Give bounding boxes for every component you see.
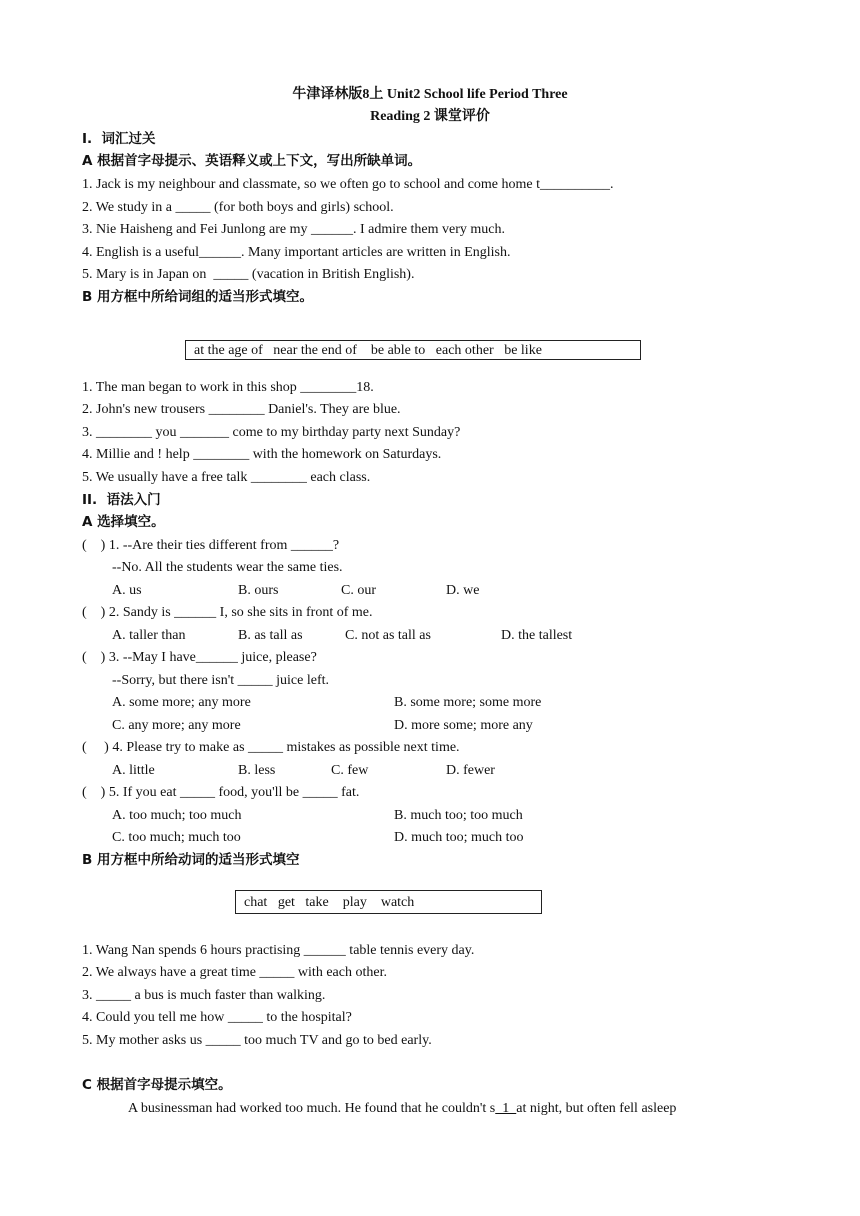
question-line: 4. English is a useful______. Many important articles are written in English.: [82, 245, 511, 260]
verb-box: [235, 890, 542, 914]
option: C. any more; any more: [112, 718, 241, 733]
option: B. less: [238, 763, 276, 778]
question-line: 3. ________ you _______ come to my birthday party next Sunday?: [82, 425, 461, 440]
question-line: 2. We study in a _____ (for both boys and girls) school.: [82, 200, 394, 215]
phrase-box-text: at the age of near the end of be able to each other be like: [194, 343, 542, 358]
phrase-box: [185, 340, 641, 360]
question-line: 3. _____ a bus is much faster than walking.: [82, 988, 326, 1003]
option: C. our: [341, 583, 376, 598]
choice-question-stem: ( ) 2. Sandy is ______ I, so she sits in front of me.: [82, 605, 373, 620]
question-line: 5. Mary is in Japan on _____ (vacation in British English).: [82, 267, 415, 282]
section-heading-vocabulary: I. 词汇过关: [82, 131, 156, 147]
choice-question-stem: ( ) 3. --May I have______ juice, please?: [82, 650, 317, 665]
option: B. as tall as: [238, 628, 303, 643]
question-line: 4. Could you tell me how _____ to the hospital?: [82, 1010, 352, 1025]
subsection-heading-2b: B 用方框中所给动词的适当形式填空: [82, 852, 300, 868]
cloze-text-start: A businessman had worked too much. He found that he couldn't s: [128, 1101, 496, 1116]
document-title: 牛津译林版8上 Unit2 School life Period Three: [292, 87, 568, 102]
option: A. taller than: [112, 628, 186, 643]
question-line: 1. The man began to work in this shop ________18.: [82, 380, 374, 395]
section-heading-grammar: II. 语法入门: [82, 492, 161, 508]
question-line: 2. John's new trousers ________ Daniel's. They are blue.: [82, 402, 401, 417]
option: A. us: [112, 583, 142, 598]
option: C. not as tall as: [345, 628, 431, 643]
option: A. little: [112, 763, 155, 778]
cloze-text-end: at night, but often fell asleep: [516, 1101, 677, 1116]
subsection-heading-2c: C 根据首字母提示填空。: [82, 1077, 232, 1093]
choice-question-stem: ( ) 1. --Are their ties different from ______?: [82, 538, 340, 553]
question-line: 5. My mother asks us _____ too much TV and go to bed early.: [82, 1033, 432, 1048]
option: A. some more; any more: [112, 695, 251, 710]
option: D. we: [446, 583, 480, 598]
option: B. much too; too much: [394, 808, 523, 823]
dialogue-reply: --No. All the students wear the same ties.: [112, 560, 343, 575]
choice-question-stem: ( ) 4. Please try to make as _____ mistakes as possible next time.: [82, 740, 460, 755]
cloze-paragraph: [128, 1100, 676, 1118]
choice-question-stem: ( ) 5. If you eat _____ food, you'll be _____ fat.: [82, 785, 360, 800]
subsection-heading-2a: A 选择填空。: [82, 514, 165, 530]
option: B. some more; some more: [394, 695, 542, 710]
cloze-blank-1: 1: [495, 1101, 517, 1116]
question-line: 4. Millie and ! help ________ with the homework on Saturdays.: [82, 447, 442, 462]
question-line: 1. Jack is my neighbour and classmate, so we often go to school and come home t__________.: [82, 177, 614, 192]
option: D. more some; more any: [394, 718, 533, 733]
option: D. fewer: [446, 763, 495, 778]
question-line: 2. We always have a great time _____ with each other.: [82, 965, 387, 980]
question-line: 3. Nie Haisheng and Fei Junlong are my ______. I admire them very much.: [82, 222, 506, 237]
dialogue-reply: --Sorry, but there isn't _____ juice left.: [112, 673, 330, 688]
question-line: 1. Wang Nan spends 6 hours practising ______ table tennis every day.: [82, 943, 475, 958]
document-subtitle: Reading 2 课堂评价: [370, 109, 490, 124]
subsection-heading-1b: B 用方框中所给词组的适当形式填空。: [82, 289, 313, 305]
option: C. few: [331, 763, 369, 778]
option: C. too much; much too: [112, 830, 241, 845]
option: D. the tallest: [501, 628, 573, 643]
subsection-heading-1a: A 根据首字母提示、英语释义或上下文，写出所缺单词。: [82, 153, 422, 169]
option: A. too much; too much: [112, 808, 242, 823]
option: B. ours: [238, 583, 279, 598]
verb-box-text: chat get take play watch: [244, 895, 415, 910]
option: D. much too; much too: [394, 830, 524, 845]
question-line: 5. We usually have a free talk ________ each class.: [82, 470, 371, 485]
